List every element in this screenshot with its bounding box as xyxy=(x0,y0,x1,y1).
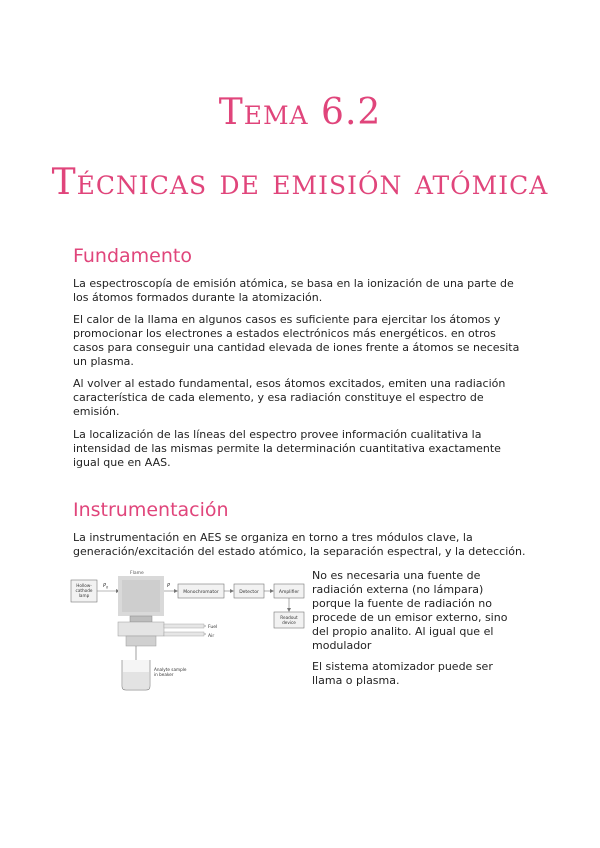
p-label: P xyxy=(167,583,171,589)
paragraph: La localización de las líneas del espectro provee información cualitativa la intensidad de las mismas permite la determinación cuantitativa exactamente igual que en AAS. xyxy=(73,428,501,469)
sample-label: Analyte sample in beaker xyxy=(154,667,187,677)
arrow-head-icon xyxy=(230,589,234,593)
burner xyxy=(118,622,164,636)
page-subtitle: Técnicas de emisión atómica xyxy=(51,162,549,203)
section-heading-fundamento: Fundamento xyxy=(73,245,192,267)
readout-label: Readout device xyxy=(280,615,298,625)
arrow-head-icon xyxy=(287,608,291,612)
flame-label: Flame xyxy=(130,571,144,576)
section-heading-instrumentacion: Instrumentación xyxy=(73,499,229,521)
arrow-head-icon xyxy=(174,589,178,593)
paragraph: El calor de la llama en algunos casos es suficiente para ejercitar los átomos y promocionar los electrones a estados electrónicos más energéticos. en otros casos para conseguir una cantidad elevada de iones frente a átomos se necesita un plasma. xyxy=(73,313,520,368)
side-note: El sistema atomizador puede ser llama o plasma. xyxy=(312,660,493,687)
amplifier-label: Amplifier xyxy=(278,590,300,595)
arrow-head-icon xyxy=(270,589,274,593)
paragraph: Al volver al estado fundamental, esos átomos excitados, emiten una radiación característica de cada elemento, y esa radiación constituye el espectro de emisión. xyxy=(73,377,506,418)
monochromator-label: Monochromator xyxy=(183,590,219,595)
paragraph: La espectroscopía de emisión atómica, se basa en la ionización de una parte de los átomos formados durante la atomización. xyxy=(73,277,514,304)
fuel-label: Fuel xyxy=(208,625,218,630)
air-label: Air xyxy=(208,634,215,639)
side-note: No es necesaria una fuente de radiación externa (no lámpara) porque la fuente de radiación no procede de un emisor externo, sino del propio analito. Al igual que el modulador xyxy=(312,569,508,652)
paragraph: La instrumentación en AES se organiza en torno a tres módulos clave, la generación/excitación del estado atómico, la separación espectral, y la detección. xyxy=(73,531,526,558)
detector-label: Detector xyxy=(239,590,259,595)
aes-instrument-diagram xyxy=(70,568,306,698)
page-title: Tema 6.2 xyxy=(218,92,382,133)
p0-label: $P_0$ xyxy=(103,583,109,590)
hollow-cathode-label: Hollow-cathode lamp xyxy=(75,583,93,598)
